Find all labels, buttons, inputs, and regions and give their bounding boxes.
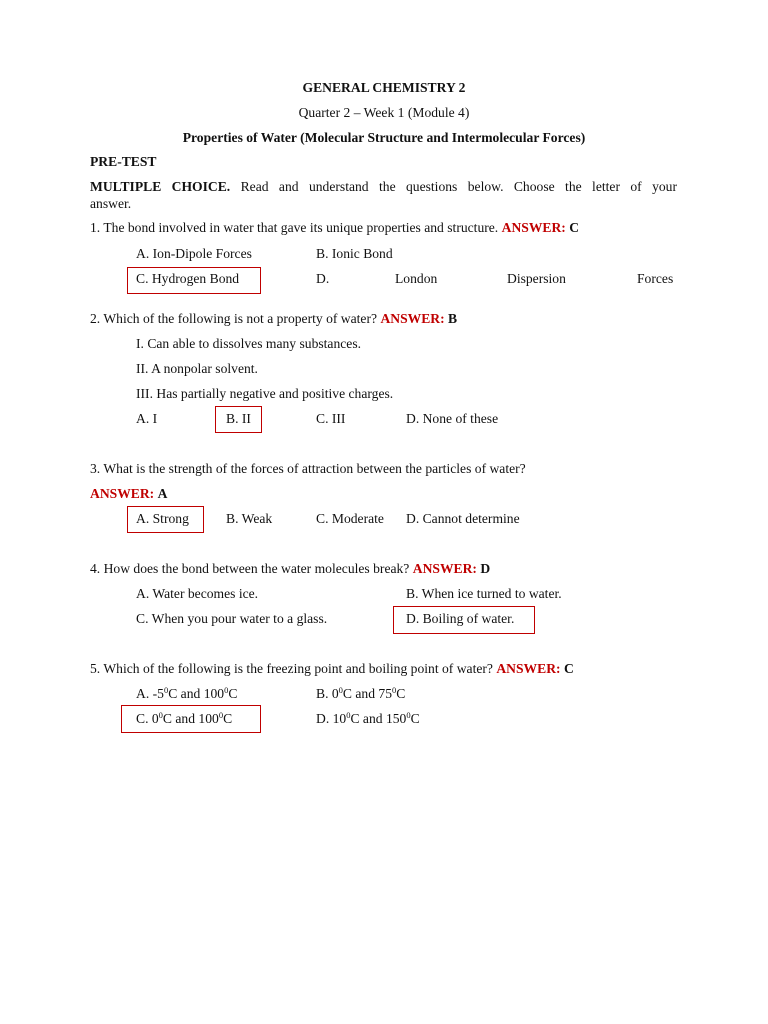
- q5-option-d: D. $10^0C$ and $150^0C$: [316, 710, 420, 726]
- question-4: [90, 562, 490, 576]
- document-subtitle: Quarter 2 – Week 1 (Module 4): [298, 105, 470, 120]
- instructions-line-2: answer.: [90, 196, 132, 211]
- instructions-text: Read and understand the questions below. Choose the letter of your: [240, 179, 677, 194]
- question-4-answer: D: [480, 561, 491, 576]
- q4-option-a: A. Water becomes ice.: [136, 586, 259, 601]
- q3-option-d: D. Cannot determine: [406, 511, 520, 526]
- question-5: [90, 662, 574, 676]
- document-title: GENERAL CHEMISTRY 2: [302, 80, 466, 95]
- q3-option-a: A. Strong: [136, 511, 189, 526]
- answer-label: ANSWER:: [380, 311, 445, 326]
- module-topic: Properties of Water (Molecular Structure and Intermolecular Forces): [182, 130, 586, 145]
- question-3-text: 3. What is the strength of the forces of attraction between the particles of water?: [90, 461, 526, 476]
- instructions-line-1: [90, 180, 677, 194]
- answer-label: ANSWER:: [90, 486, 155, 501]
- q4-option-d: D. Boiling of water.: [406, 611, 515, 626]
- answer-label: ANSWER:: [496, 661, 561, 676]
- q2-item-1: I. Can able to dissolves many substances.: [136, 336, 362, 351]
- q5-option-c: C. $0^0C$ and $100^0C$: [136, 710, 233, 726]
- q1-option-d-word-1: London: [395, 271, 438, 286]
- q2-item-3: III. Has partially negative and positive charges.: [136, 386, 394, 401]
- q2-option-d: D. None of these: [406, 411, 499, 426]
- section-heading: PRE-TEST: [90, 154, 157, 169]
- question-1-text: 1. The bond involved in water that gave its unique properties and structure.: [90, 220, 499, 235]
- q1-option-c: C. Hydrogen Bond: [136, 271, 240, 286]
- q3-option-c: C. Moderate: [316, 511, 384, 526]
- q1-option-a: A. Ion-Dipole Forces: [136, 246, 252, 261]
- q1-option-d-word-3: Forces: [637, 271, 674, 286]
- q2-option-a: A. I: [136, 411, 158, 426]
- question-5-answer: C: [563, 661, 574, 676]
- answer-label: ANSWER:: [501, 220, 566, 235]
- q4-option-b: B. When ice turned to water.: [406, 586, 562, 601]
- question-3-answer: A: [157, 486, 168, 501]
- question-3-answer-line: [90, 487, 167, 501]
- q2-option-c: C. III: [316, 411, 346, 426]
- instructions-label: MULTIPLE CHOICE.: [90, 179, 231, 194]
- question-2-text: 2. Which of the following is not a property of water?: [90, 311, 378, 326]
- answer-label: ANSWER:: [412, 561, 477, 576]
- q5-option-a: A. $-5^0C$ and $100^0C$: [136, 685, 238, 701]
- question-2: [90, 312, 457, 326]
- q1-option-d-word-2: Dispersion: [507, 271, 566, 286]
- question-1-answer: C: [569, 220, 580, 235]
- q4-option-c: C. When you pour water to a glass.: [136, 611, 328, 626]
- q2-option-b: B. II: [226, 411, 251, 426]
- question-2-answer: B: [448, 311, 458, 326]
- q1-option-b: B. Ionic Bond: [316, 246, 393, 261]
- question-4-text: 4. How does the bond between the water molecules break?: [90, 561, 410, 576]
- q1-option-d-label: D.: [316, 271, 330, 286]
- question-1: [90, 221, 579, 235]
- q2-item-2: II. A nonpolar solvent.: [136, 361, 258, 376]
- q5-option-b: B. $0^0C$ and $75^0C$: [316, 685, 406, 701]
- question-5-text: 5. Which of the following is the freezing point and boiling point of water?: [90, 661, 493, 676]
- q3-option-b: B. Weak: [226, 511, 273, 526]
